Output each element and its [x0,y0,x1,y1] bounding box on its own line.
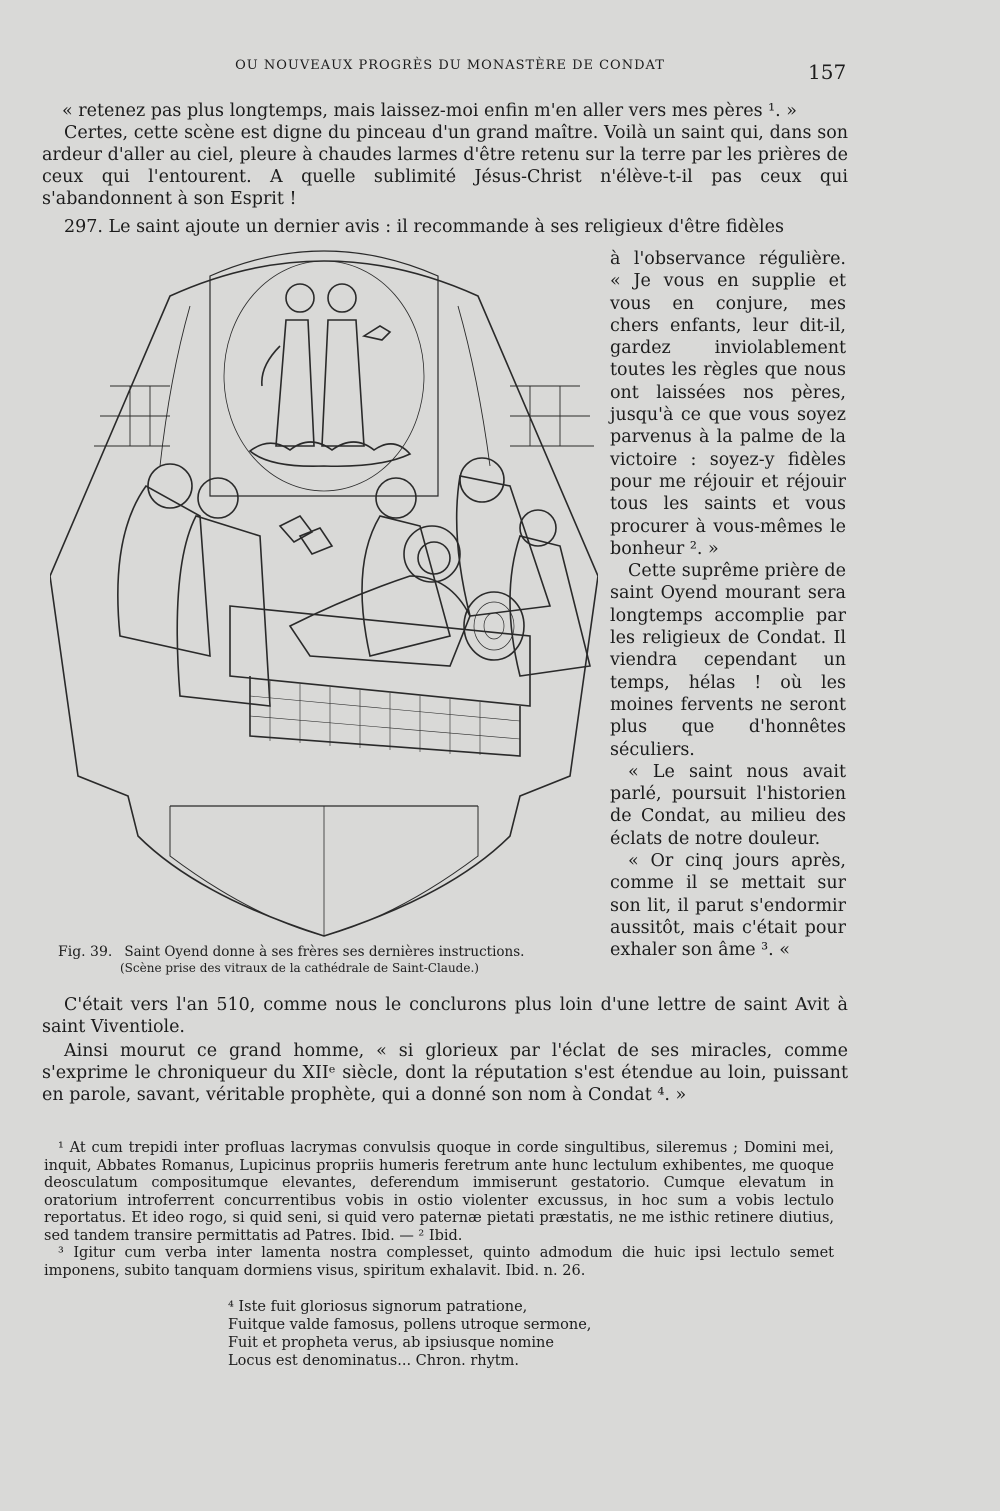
paragraph-scene: Certes, cette scène est digne du pinceau d'un grand maître. Voilà un saint qui, dans son ardeur d'aller au ciel, pleure à chaudes larmes d'être retenu sur la terre par les prières de ceux qui l'entourent. A quelle sublimité Jésus-Christ n'élève-t-il pas ceux qui s'abandonnent à son Esprit ! [42,123,848,209]
figure-caption-text: Saint Oyend donne à ses frères ses dernières instructions. [124,944,525,960]
paragraph-death: Ainsi mourut ce grand homme, « si glorieux par l'éclat de ses miracles, comme s'exprime le chroniqueur du XIIᵉ siècle, dont la réputation s'est étendue au loin, puissant en parole, savant, véritable prophète, qui a donné son nom à Condat ⁴. » [42,1041,848,1105]
footnotes [44,1140,834,1280]
figure-caption [58,944,604,976]
column-paragraph-1: à l'observance régulière. « Je vous en supplie et vous en conjure, mes chers enfants, leur dit-il, gardez inviolablement toutes les règles que nous ont laissées nos pères, jusqu'à ce que vous soyez parvenus à la palme de la victoire : soyez-y fidèles pour me réjouir et réjouir tous les saints et vous procurer à vous-mêmes le bonheur ². » [610,249,846,559]
footnote-1-2: ¹ At cum trepidi inter profluas lacrymas convulsis quoque in corde singultibus, sileremus ; Domini mei, inquit, Abbates Romanus, Lupicinus propriis humeris feretrum ante hunc lectulum exhibentes, me quoque deosculatum compositumque elevantes, deferendum immiserunt gestatorio. Cumque elevatum in oratorium introferrent concurrentibus vobis in ostio violenter excussus, in hoc sum a vobis lectulo reportatus. Et ideo rogo, si quid seni, si quid vero paternæ pietati præstatis, ne me isthic retinere diutius, sed tandem transire permittatis ad Patres. Ibid. — ² Ibid. [44,1140,834,1244]
stained-glass-illustration [50,236,598,938]
figure-source: (Scène prise des vitraux de la cathédrale de Saint-Claude.) [120,961,479,975]
verse-line-1: ⁴ Iste fuit gloriosus signorum patratione, [228,1299,528,1315]
paragraph-510: C'était vers l'an 510, comme nous le conclurons plus loin d'une lettre de saint Avit à saint Viventiole. [42,995,848,1037]
verse-line-4: Locus est denominatus... Chron. rhytm. [228,1353,519,1369]
verse-line-2: Fuitque valde famosus, pollens utroque sermone, [228,1317,592,1333]
verse-line-3: Fuit et propheta verus, ab ipsiusque nomine [228,1335,554,1351]
column-paragraph-4: « Or cinq jours après, comme il se mettait sur son lit, il parut s'endormir aussitôt, mais c'était pour exhaler son âme ³. « [610,851,846,961]
footnote-4-verse [228,1298,658,1370]
paragraph-quote-end: « retenez pas plus longtemps, mais laissez-moi enfin m'en aller vers mes pères ¹. » [62,101,797,121]
column-paragraph-3: « Le saint nous avait parlé, poursuit l'historien de Condat, au milieu des éclats de notre douleur. [610,761,846,849]
right-column [610,248,846,962]
column-paragraph-2: Cette suprême prière de saint Oyend mourant sera longtemps accomplie par les religieux de Condat. Il viendra cependant un temps, hélas ! où les moines fervents ne seront plus que d'honnêtes séculiers. [610,561,846,760]
page-number: 157 [808,60,847,84]
footnote-3: ³ Igitur cum verba inter lamenta nostra complesset, quinto admodum die huic ipsi lectulo semet imponens, subito tanquam dormiens visus, spiritum exhalavit. Ibid. n. 26. [44,1245,834,1279]
running-title: OU NOUVEAUX PROGRÈS DU MONASTÈRE DE CONDAT [235,58,665,73]
paragraph-297: 297. Le saint ajoute un dernier avis : il recommande à ses religieux d'être fidèles [64,217,784,237]
figure-label: Fig. 39. [58,944,113,960]
